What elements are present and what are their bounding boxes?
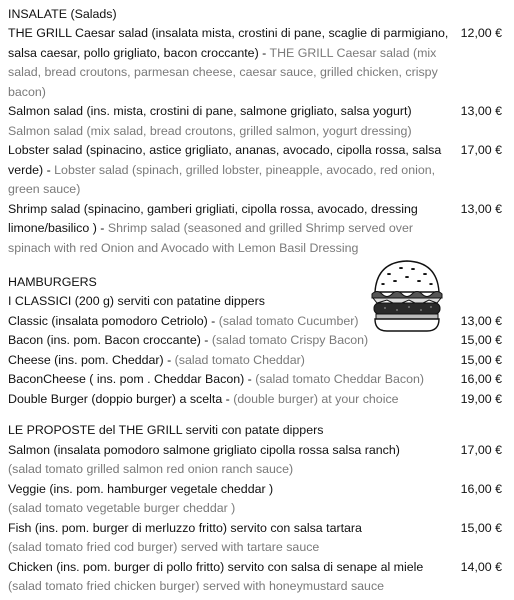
item-name-en: Shrimp salad (seasoned and grilled Shrimp served over spinach with red Onion and Avocado with Lemon Basil Dressing — [8, 221, 413, 255]
item-name-it: Shrimp salad (spinacino, gamberi grigliati, cipolla rossa, avocado, dressing limone/basilico ) - — [8, 201, 418, 235]
item-name-en: Salmon salad (mix salad, bread croutons, grilled salmon, yogurt dressing) — [8, 123, 412, 138]
item-name-it: Salmon (insalata pomodoro salmone grigliato cipolla rossa salsa ranch) — [8, 442, 400, 457]
item-name-it: Lobster salad (spinacino, astice grigliato, ananas, avocado, cipolla rossa, salsa verde) - — [8, 143, 442, 177]
menu-item-fish-burger — [8, 519, 508, 558]
menu-item-salmon-salad — [8, 102, 508, 141]
burger-icon — [367, 256, 447, 336]
section-spacer — [8, 409, 508, 421]
item-price: 16,00 € — [460, 372, 502, 386]
item-name-it: Veggie (ins. pom. hamburger vegetale cheddar ) — [8, 481, 274, 496]
item-price: 13,00 € — [460, 104, 502, 118]
item-price: 16,00 € — [460, 481, 502, 496]
item-name-it: Salmon salad (ins. mista, crostini di pane, salmone grigliato, salsa yogurt) — [8, 104, 412, 118]
menu-item-cheese — [8, 351, 508, 371]
item-price: 14,00 € — [460, 559, 502, 574]
item-name-en: Lobster salad (spinach, grilled lobster, pineapple, avocado, red onion, green sauce) — [8, 162, 436, 196]
salads-subtitle: (Salads) — [70, 7, 117, 21]
item-price: 15,00 € — [460, 333, 502, 347]
item-name-it: Bacon (ins. pom. Bacon croccante) - — [8, 333, 209, 347]
proposals-header: LE PROPOSTE del THE GRILL serviti con patate dippers — [8, 423, 324, 437]
item-price: 19,00 € — [460, 391, 502, 406]
item-price: 17,00 € — [460, 143, 502, 157]
menu-item-double-burger — [8, 390, 508, 410]
item-name-en: (salad tomato fried cod burger) served with tartare sauce — [8, 540, 320, 554]
item-name-en: (salad tomato vegetable burger cheddar ) — [8, 501, 236, 515]
item-price: 12,00 € — [460, 26, 502, 40]
item-name-en: (double burger) at your choice — [233, 391, 399, 406]
menu-item-shrimp-salad — [8, 200, 508, 259]
item-name-en: (salad tomato fried chicken burger) served with honeymustard sauce — [8, 579, 385, 593]
item-name-it: Classic (insalata pomodoro Cetriolo) - — [8, 313, 216, 328]
item-price: 13,00 € — [460, 201, 502, 216]
item-name-it: Double Burger (doppio burger) a scelta - — [8, 391, 230, 406]
menu-item-lobster-salad — [8, 141, 508, 200]
item-name-it: Cheese (ins. pom. Cheddar) - — [8, 352, 172, 367]
menu-item-veggie-burger — [8, 480, 508, 519]
item-name-en: (salad tomato Crispy Bacon) — [211, 333, 369, 347]
item-name-it: Chicken (ins. pom. burger di pollo fritto) servito con salsa di senape al miele — [8, 559, 424, 574]
item-name-en: (salad tomato Cheddar) — [174, 352, 305, 367]
item-name-en: (salad tomato Cucumber) — [218, 313, 359, 328]
hamburgers-title: HAMBURGERS — [8, 275, 97, 289]
menu-item-caesar-salad — [8, 24, 508, 102]
salads-section-header — [8, 4, 508, 24]
item-price: 15,00 € — [460, 352, 502, 367]
item-name-it: THE GRILL Caesar salad (insalata mista, crostini di pane, scaglie di parmigiano, salsa caesar, pollo grigliato, bacon croccante) - — [8, 26, 449, 60]
item-price: 15,00 € — [460, 520, 502, 535]
item-price: 17,00 € — [460, 442, 502, 457]
item-price: 13,00 € — [460, 313, 502, 328]
item-name-it: BaconCheese ( ins. pom . Cheddar Bacon) - — [8, 372, 252, 386]
classics-header: I CLASSICI (200 g) serviti con patatine dippers — [8, 294, 265, 308]
menu-item-baconcheese — [8, 370, 508, 390]
item-name-en: THE GRILL Caesar salad (mix salad, bread croutons, parmesan cheese, caesar sauce, grilled chicken, crispy bacon) — [8, 45, 438, 99]
salads-title: INSALATE — [8, 7, 67, 21]
item-name-it: Fish (ins. pom. burger di merluzzo fritto) servito con salsa tartara — [8, 520, 362, 535]
item-name-en: (salad tomato grilled salmon red onion ranch sauce) — [8, 462, 294, 476]
menu-item-salmon-burger — [8, 441, 508, 480]
item-name-en: (salad tomato Cheddar Bacon) — [255, 372, 425, 386]
menu-item-chicken-burger — [8, 558, 508, 597]
